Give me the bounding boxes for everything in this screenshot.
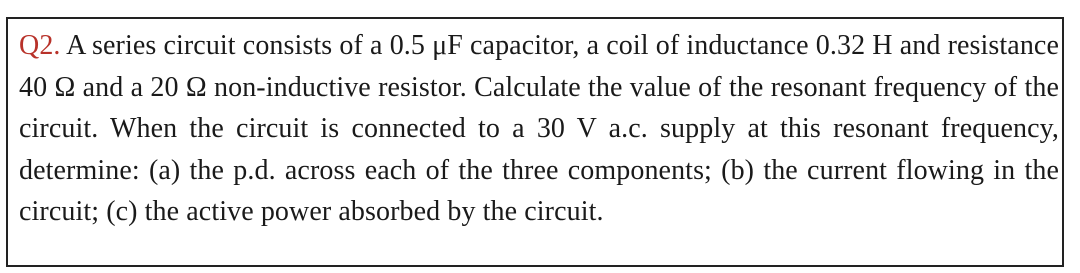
- question-text: [19, 25, 1059, 233]
- question-body: A series circuit consists of a 0.5 μF capacitor, a coil of inductance 0.32 H and resistance 40 Ω and a 20 Ω non-inductive resistor. Calculate the value of the resonant frequency of the circuit. When the circuit is connected to a 30 V a.c. supply at this resonant frequency, determine: (a) the p.d. across each of the three components; (b) the current flowing in the circuit; (c) the active power absorbed by the circuit.: [19, 30, 1059, 227]
- question-number: Q2.: [19, 30, 61, 61]
- question-box: [6, 17, 1064, 267]
